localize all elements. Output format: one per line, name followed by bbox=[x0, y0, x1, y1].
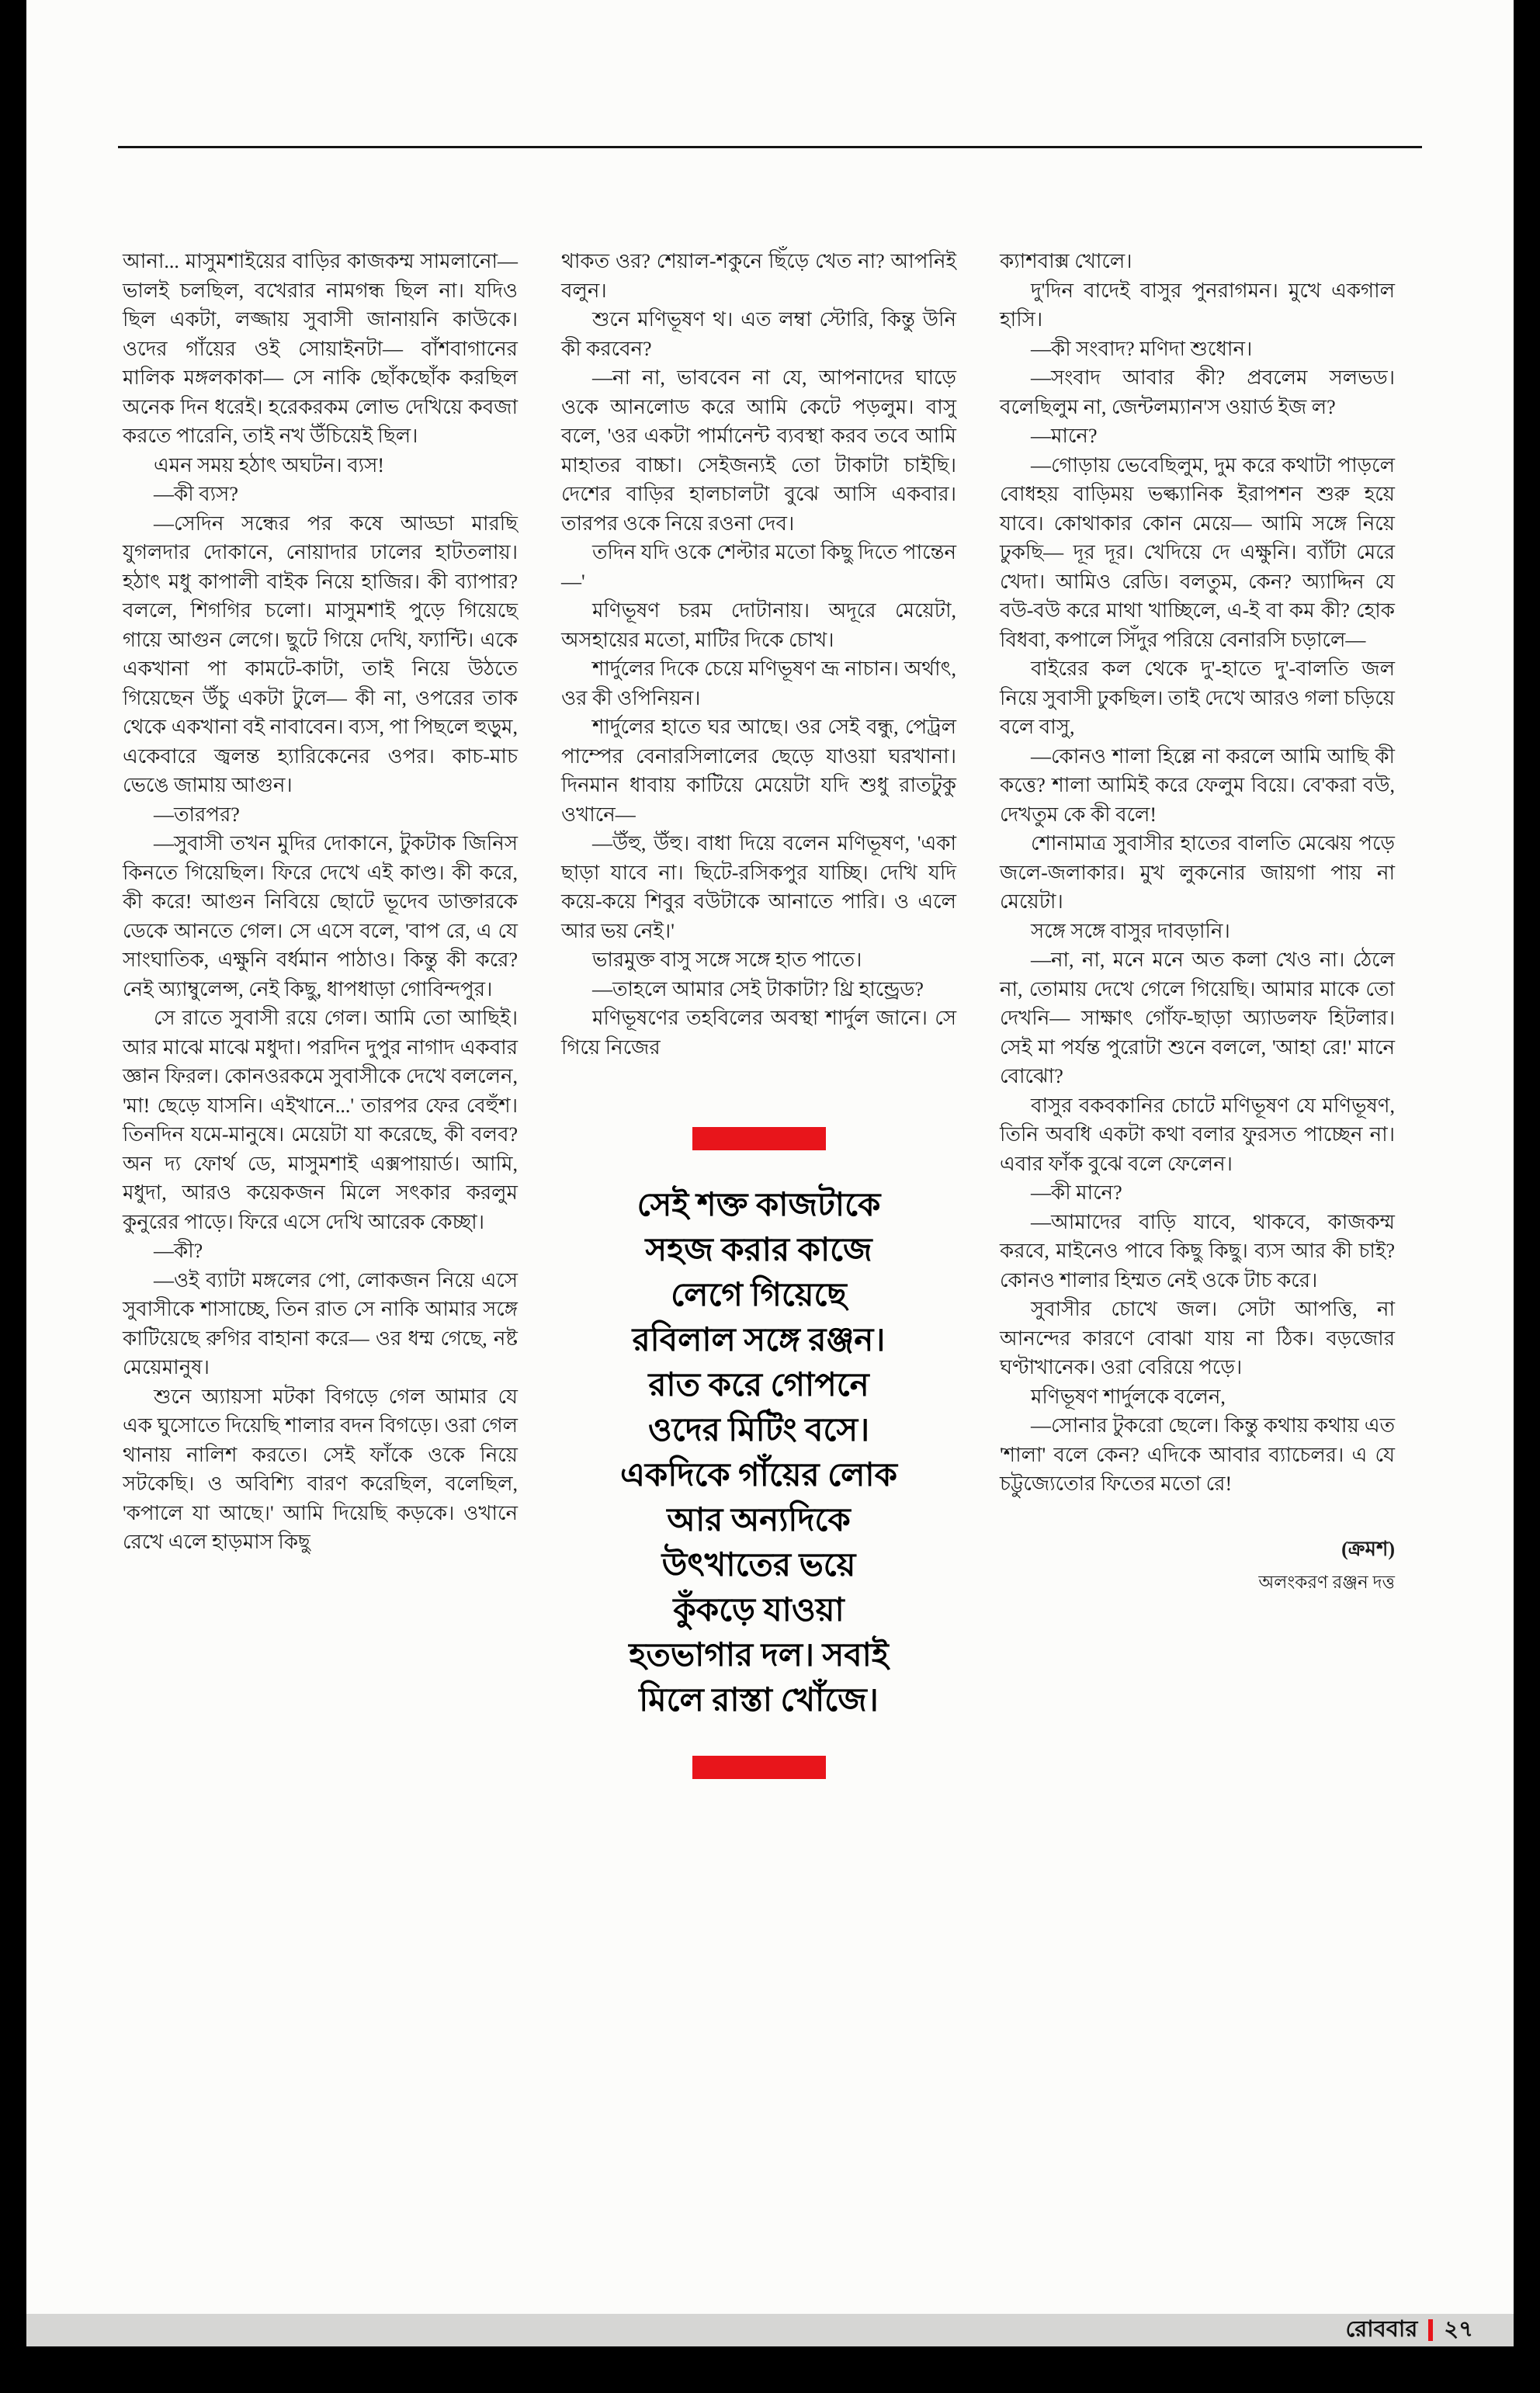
body-paragraph: বাইরের কল থেকে দু'-হাতে দু'-বালতি জল নিয়ে সুবাসী ঢুকছিল। তাই দেখে আরও গলা চড়িয়ে বলে বাসু, bbox=[1000, 657, 1395, 738]
pull-quote-line: একদিকে গাঁয়ের লোক bbox=[619, 1458, 897, 1493]
body-paragraph: মণিভূষণের তহবিলের অবস্থা শার্দুল জানে। সে গিয়ে নিজের bbox=[561, 1007, 956, 1059]
body-paragraph: —তারপর? bbox=[154, 803, 240, 826]
pull-quote-top-red-bar bbox=[692, 1127, 826, 1150]
article-body bbox=[123, 247, 1396, 1779]
bottom-black-margin bbox=[0, 2346, 1540, 2393]
body-paragraph: ভারমুক্ত বাসু সঙ্গে সঙ্গে হাত পাতে। bbox=[592, 949, 862, 971]
body-paragraph: —তাহলে আমার সেই টাকাটা? থ্রি হান্ড্রেড? bbox=[592, 977, 924, 1001]
body-paragraph: এমন সময় হঠাৎ অঘটন। ব্যস! bbox=[154, 453, 385, 477]
body-paragraph: —সোনার টুকরো ছেলে। কিন্তু কথায় কথায় এত 'শালা' বলে কেন? এদিকে আবার ব্যাচেলর। এ যে চট্টুজ্যেতোর ফিতের মতো রে! bbox=[1000, 1414, 1395, 1495]
body-paragraph: শার্দুলের দিকে চেয়ে মণিভূষণ ভ্রূ নাচান। অর্থাৎ, ওর কী ওপিনিয়ন। bbox=[561, 657, 956, 709]
illustration-credit: অলংকরণ রঞ্জন দত্ত bbox=[1258, 1573, 1395, 1592]
to-be-continued-label: (ক্রমশ) bbox=[1341, 1537, 1395, 1560]
publication-name: রোববার bbox=[1345, 2316, 1418, 2342]
body-paragraph: মণিভূষণ চরম দোটানায়। অদূরে মেয়েটা, অসহায়ের মতো, মাটির দিকে চোখ। bbox=[561, 599, 956, 651]
pull-quote-line: ওদের মিটিং বসে। bbox=[647, 1413, 870, 1448]
text-column-2 bbox=[561, 247, 956, 1779]
body-paragraph: —গোড়ায় ভেবেছিলুম, দুম করে কথাটা পাড়লে বোধহয় বাড়িময় ভল্ক্যানিক ইরাপশন শুরু হয়ে যাবে। কোথাকার কোন মেয়ে— আমি সঙ্গে নিয়ে ঢুকছি— দূর দূর। খেদিয়ে দে এক্ষুনি। ব্যাঁটা মেরে খেদা। আমিও রেডি। বলতুম, কেন? অ্যাদ্দিন যে বউ-বউ করে মাথা খাচ্ছিলে, এ-ই বা কম কী? হোক বিধবা, কপালে সিঁদুর পরিয়ে বেনারসি চড়ালে— bbox=[1000, 453, 1395, 651]
body-paragraph: —কী ব্যস? bbox=[154, 483, 238, 505]
pull-quote-line: আর অন্যদিকে bbox=[667, 1503, 851, 1538]
body-paragraph: আনা... মাসুমশাইয়ের বাড়ির কাজকম্ম সামলানো— ভালই চলছিল, বখেরার নামগন্ধ ছিল না। যদিও ছিল একটা, লজ্জায় সুবাসী জানায়নি কাউকে। ওদের গাঁয়ের ওই সোয়াইনটা— বাঁশবাগানের মালিক মঙ্গলকাকা— সে নাকি ছোঁকছোঁক করছিল অনেক দিন ধরেই। হরেকরকম লোভ দেখিয়ে কবজা করতে পারেনি, তাই নখ উঁচিয়েই ছিল। bbox=[123, 250, 518, 447]
body-paragraph: দু'দিন বাদেই বাসুর পুনরাগমন। মুখে একগাল হাসি। bbox=[1000, 279, 1395, 331]
body-paragraph: সঙ্গে সঙ্গে বাসুর দাবড়ানি। bbox=[1031, 919, 1230, 942]
pull-quote-line: রবিলাল সঙ্গে রঞ্জন। bbox=[632, 1323, 886, 1358]
body-paragraph: —কী? bbox=[154, 1240, 203, 1262]
body-paragraph: —কোনও শালা হিল্লে না করলে আমি আছি কী কত্তে? শালা আমিই করে ফেলুম বিয়ে। বে'করা বউ, দেখতুম কে কী বলে! bbox=[1000, 744, 1395, 826]
body-paragraph: —না না, ভাববেন না যে, আপনাদের ঘাড়ে ওকে আনলোড করে আমি কেটে পড়লুম। বাসু বলে, 'ওর একটা পার্মানেন্ট ব্যবস্থা করব তবে আমি মাহাতর বাচ্চা। সেইজন্যই তো টাকাটা চাইছি। দেশের বাড়ির হালচালটা বুঝে আসি একবার। তারপর ওকে নিয়ে রওনা দেব। bbox=[561, 366, 956, 535]
pull-quote-line: সহজ করার কাজে bbox=[645, 1233, 872, 1268]
pull-quote-line: কুঁকড়ে যাওয়া bbox=[673, 1593, 845, 1628]
body-paragraph: ক্যাশবাক্স খোলে। bbox=[1000, 250, 1132, 272]
pull-quote-text bbox=[561, 1183, 956, 1723]
pull-quote-line: রাত করে গোপনে bbox=[648, 1368, 869, 1403]
body-paragraph: —আমাদের বাড়ি যাবে, থাকবে, কাজকম্ম করবে, মাইনেও পাবে কিছু কিছু। ব্যস আর কী চাই? কোনও শালার হিম্মত নেই ওকে টাচ করে। bbox=[1000, 1210, 1395, 1292]
pull-quote-line: হতভাগার দল। সবাই bbox=[629, 1638, 889, 1673]
page-number: ২৭ bbox=[1444, 2316, 1473, 2342]
body-paragraph: —কী মানে? bbox=[1031, 1181, 1122, 1204]
pull-quote-line: সেই শক্ত কাজটাকে bbox=[636, 1188, 881, 1223]
body-paragraph: শুনে অ্যায়সা মটকা বিগড়ে গেল আমার যে এক ঘুসোতে দিয়েছি শালার বদন বিগড়ে। ওরা গেল থানায় নালিশ করতে। সেই ফাঁকে ওকে নিয়ে সটকেছি। ও অবিশ্যি বারণ করেছিল, বলেছিল, 'কপালে যা আছে।' আমি দিয়েছি কড়কে। ওখানে রেখে এলে হাড়মাস কিছু bbox=[123, 1385, 518, 1553]
pull-quote-line: উৎখাতের ভয়ে bbox=[661, 1548, 856, 1583]
body-paragraph: সে রাতে সুবাসী রয়ে গেল। আমি তো আছিই। আর মাঝে মাঝে মধুদা। পরদিন দুপুর নাগাদ একবার জ্ঞান ফিরল। কোনওরকমে সুবাসীকে দেখে বললেন, 'মা! ছেড়ে যাসনি। এইখানে...' তারপর ফের বেহুঁশ। তিনদিন যমে-মানুষে। মেয়েটা যা করেছে, কী বলব? অন দ্য ফোর্থ ডে, মাসুমশাই এক্সপায়ার্ড। আমি, মধুদা, আরও কয়েকজন মিলে সৎকার করলুম কুনুরের পাড়ে। ফিরে এসে দেখি আরেক কেচ্ছা। bbox=[123, 1007, 518, 1233]
page-footer bbox=[26, 2314, 1514, 2346]
body-paragraph: বাসুর বকবকানির চোটে মণিভূষণ যে মণিভূষণ, তিনি অবধি একটা কথা বলার ফুরসত পাচ্ছেন না। এবার ফাঁক বুঝে বলে ফেলেন। bbox=[1000, 1094, 1395, 1175]
pull-quote bbox=[561, 1127, 956, 1779]
body-paragraph: —মানে? bbox=[1031, 425, 1098, 447]
body-paragraph: মণিভূষণ শার্দুলকে বলেন, bbox=[1031, 1385, 1226, 1408]
footer-red-separator bbox=[1428, 2319, 1433, 2341]
body-paragraph: —সুবাসী তখন মুদির দোকানে, টুকটাক জিনিস কিনতে গিয়েছিল। ফিরে দেখে এই কাণ্ড। কী করে, কী করে! আগুন নিবিয়ে ছোটে ভূদেব ডাক্তারকে ডেকে আনতে গেল। সে এসে বলে, 'বাপ রে, এ যে সাংঘাতিক, এক্ষুনি বর্ধমান পাঠাও। কিন্তু কী করে? নেই অ্যাম্বুলেন্স, নেই কিছু, ধাপধাড়া গোবিন্দপুর। bbox=[123, 832, 518, 1001]
pull-quote-bottom-red-bar bbox=[692, 1756, 826, 1779]
body-paragraph: সুবাসীর চোখে জল। সেটা আপত্তি, না আনন্দের কারণে বোঝা যায় না ঠিক। বড়জোর ঘণ্টাখানেক। ওরা বেরিয়ে পড়ে। bbox=[1000, 1298, 1395, 1379]
right-black-margin bbox=[1514, 0, 1540, 2393]
body-paragraph: থাকত ওর? শেয়াল-শকুনে ছিঁড়ে খেত না? আপনিই বলুন। bbox=[561, 250, 956, 302]
body-paragraph: —না, না, মনে মনে অত কলা খেও না। ঠেলে না, তোমায় দেখে গেলে গিয়েছি। আমার মাকে তো দেখনি— সাক্ষাৎ গোঁফ-ছাড়া অ্যাডলফ হিটলার। সেই মা পর্যন্ত পুরোটা শুনে বললে, 'আহা রে!' মানে বোঝো? bbox=[1000, 949, 1395, 1087]
body-paragraph: —ওই ব্যাটা মঙ্গলের পো, লোকজন নিয়ে এসে সুবাসীকে শাসাচ্ছে, তিন রাত সে নাকি আমার সঙ্গে কাটিয়েছে রুগির বাহানা করে— ওর ধম্ম গেছে, নষ্ট মেয়েমানুষ। bbox=[123, 1268, 518, 1379]
top-horizontal-rule bbox=[118, 146, 1422, 148]
pull-quote-line: লেগে গিয়েছে bbox=[671, 1278, 847, 1313]
pull-quote-line: মিলে রাস্তা খোঁজে। bbox=[639, 1683, 879, 1718]
article-credits bbox=[1000, 1535, 1395, 1597]
body-paragraph: —সংবাদ আবার কী? প্রবলেম সলভড। বলেছিলুম না, জেন্টলম্যান'স ওয়ার্ড ইজ ল? bbox=[1000, 366, 1395, 418]
body-paragraph: শুনে মণিভূষণ থ। এত লম্বা স্টোরি, কিন্তু উনি কী করবেন? bbox=[561, 308, 956, 360]
body-paragraph: —সেদিন সন্ধের পর কষে আড্ডা মারছি যুগলদার দোকানে, নোয়াদার ঢালের হাটতলায়। হঠাৎ মধু কাপালী বাইক নিয়ে হাজির। কী ব্যাপার? বললে, শিগগির চলো। মাসুমশাই পুড়ে গিয়েছে গায়ে আগুন লেগে। ছুটে গিয়ে দেখি, ফ্যান্টি। একে একখানা পা কামটে-কাটা, তাই নিয়ে উঠতে গিয়েছেন উঁচু একটা টুলে— কী না, ওপরের তাক থেকে একখানা বই নাবাবেন। ব্যস, পা পিছলে হুড়ুম, একেবারে জ্বলন্ত হ্যারিকেনের ওপর। কাচ-মাচ ভেঙে জামায় আগুন। bbox=[123, 512, 518, 796]
left-black-margin bbox=[0, 0, 26, 2393]
text-column-3 bbox=[1000, 247, 1395, 1779]
text-column-1 bbox=[123, 247, 518, 1779]
body-paragraph: —কী সংবাদ? মণিদা শুধোন। bbox=[1031, 337, 1253, 360]
body-paragraph: শোনামাত্র সুবাসীর হাতের বালতি মেঝেয় পড়ে জলে-জলাকার। মুখ লুকনোর জায়গা পায় না মেয়েটা। bbox=[1000, 832, 1395, 913]
body-paragraph: তদিন যদি ওকে শেল্টার মতো কিছু দিতে পান্তেন—' bbox=[561, 541, 956, 593]
body-paragraph: শার্দুলের হাতে ঘর আছে। ওর সেই বন্ধু, পেট্রল পাম্পের বেনারসিলালের ছেড়ে যাওয়া ঘরখানা। দিনমান ধাবায় কাটিয়ে মেয়েটা যদি শুধু রাতটুকু ওখানে— bbox=[561, 716, 956, 826]
body-paragraph: —উঁহু, উঁহু। বাধা দিয়ে বলেন মণিভূষণ, 'একা ছাড়া যাবে না। ছিটে-রসিকপুর যাচ্ছি। দেখি যদি কয়ে-কয়ে শিবুর বউটাকে আনাতে পারি। ও এলে আর ভয় নেই।' bbox=[561, 832, 956, 942]
